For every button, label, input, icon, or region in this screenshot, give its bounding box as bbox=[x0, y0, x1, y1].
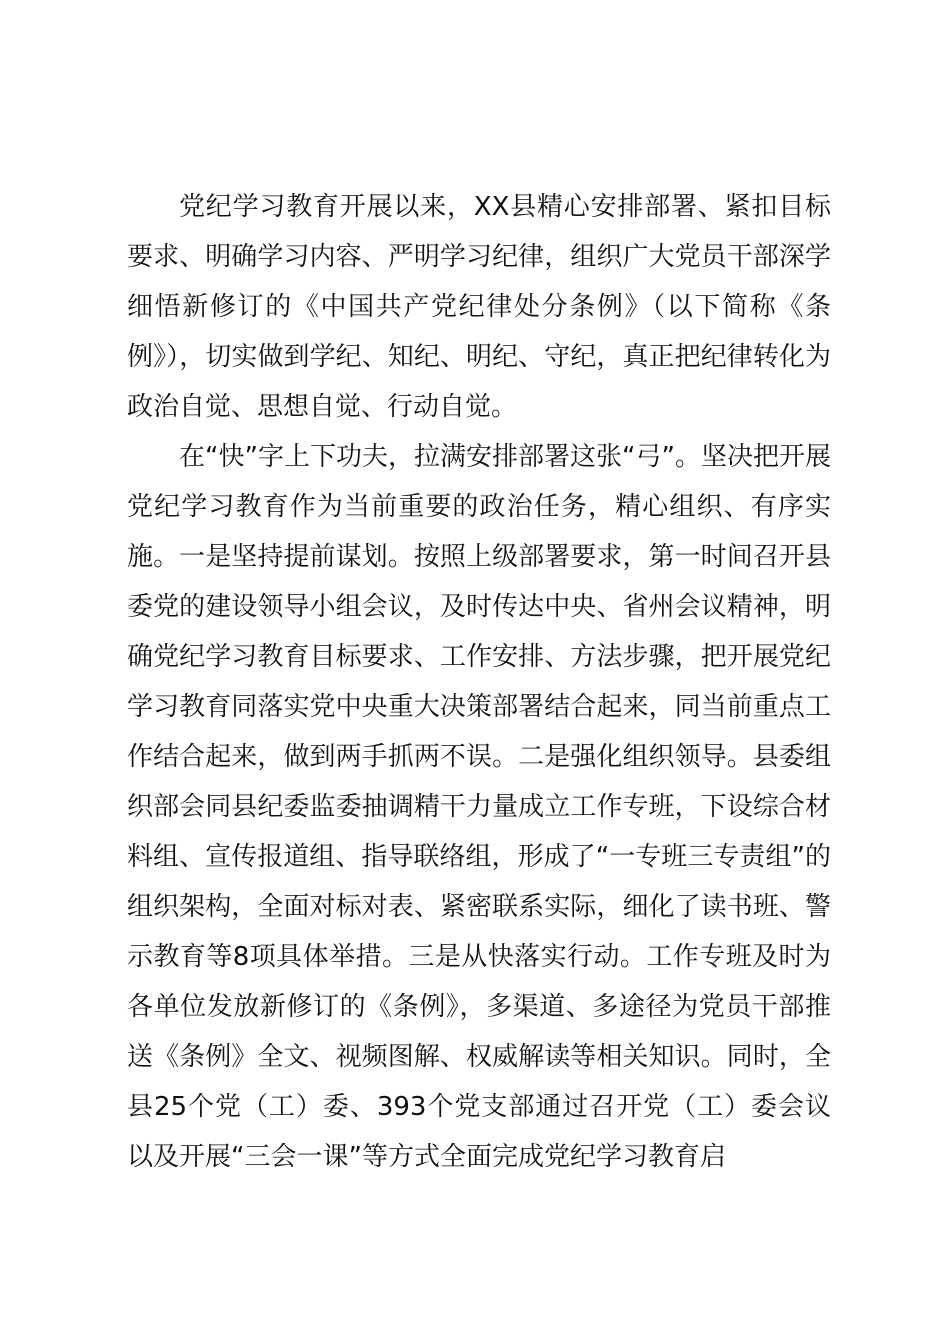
document-body bbox=[127, 182, 831, 1182]
paragraph-section-kuai: 在“快”字上下功夫，拉满安排部署这张“弓”。坚决把开展党纪学习教育作为当前重要的政治任务，精心组织、有序实施。一是坚持提前谋划。按照上级部署要求，第一时间召开县委党的建设领导小组会议，及时传达中央、省州会议精神，明确党纪学习教育目标要求、工作安排、方法步骤，把开展党纪学习教育同落实党中央重大决策部署结合起来，同当前重点工作结合起来，做到两手抓两不误。二是强化组织领导。县委组织部会同县纪委监委抽调精干力量成立工作专班，下设综合材料组、宣传报道组、指导联络组，形成了“一专班三专责组”的组织架构，全面对标对表、紧密联系实际，细化了读书班、警示教育等8项具体举措。三是从快落实行动。工作专班及时为各单位发放新修订的《条例》，多渠道、多途径为党员干部推送《条例》全文、视频图解、权威解读等相关知识。同时，全县25个党（工）委、393个党支部通过召开党（工）委会议以及开展“三会一课”等方式全面完成党纪学习教育启 bbox=[127, 442, 831, 1172]
paragraph-intro: 党纪学习教育开展以来，XX县精心安排部署、紧扣目标要求、明确学习内容、严明学习纪律，组织广大党员干部深学细悟新修订的《中国共产党纪律处分条例》（以下简称《条例》），切实做到学纪、知纪、明纪、守纪，真正把纪律转化为政治自觉、思想自觉、行动自觉。 bbox=[127, 192, 831, 422]
